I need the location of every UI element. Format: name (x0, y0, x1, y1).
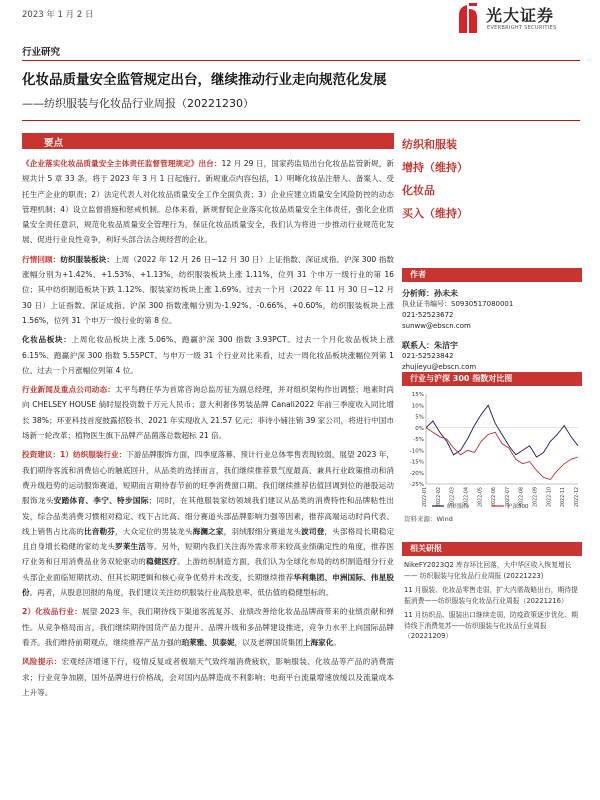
para-text: ；同时，在其他服装家纺领域我们建议从品类的消费特性和品牌粘性出发，综合品类消费习惯相对稳定、线下占比高、细分赛道头部品牌影响力强等因素，推荐高端运动时尚代表、线上销售占比高的 (22, 496, 394, 536)
divider (22, 120, 580, 121)
page-subtitle: ——纺织服装与化妆品行业周报（20221230） (22, 97, 254, 110)
para-heading: 投资建议：1）纺织服装行业： (22, 450, 127, 460)
legend-label: 纺织服饰 (447, 504, 470, 510)
para-text: 。 (333, 637, 341, 647)
y-tick-label: -25% (409, 482, 424, 488)
x-tick-label: 2022-05 (478, 487, 484, 508)
x-tick-label: 2022-12 (575, 487, 580, 508)
chart-source: 资料来源：Wind (404, 515, 453, 523)
y-tick-label: -15% (409, 459, 424, 466)
report-date: 2023 年 1 月 2 日 (22, 10, 94, 20)
para-text: 上周（2022 年 12 月 26 日~12 月 30 日）上证指数、深证成指、沪深 300 指数涨幅分别为+1.42%、+1.53%、+1.13%，纺织服装板块上涨 1.11%，位列 31 个申万一级行业的第 16 位；其中纺织制造板块下跌 1.12%、服装家纺板块上涨 1.69%。过去一个月（2022 年 11 月 30 日~12 月 30 日）上证指数、深证成指、沪深 300 指数涨幅分别为-1.92%、-0.66%、+0.60%，纺织服装板块上涨 1.56%，位列 31 个申万一级行业的第 8 位。 (22, 254, 394, 325)
stock-name: 波司登 (301, 526, 325, 536)
x-tick-label: 2022-08 (519, 487, 525, 508)
contact-name: 联系人：朱洁宇 (402, 341, 458, 350)
x-tick-label: 2022-03 (450, 487, 456, 508)
analyst-name: 分析师：孙未未 (402, 289, 458, 298)
para-text: 。上游纺织制造方面，我们认为全球化布局的纺织制造细分行业头部企业面临短期扰动、但其长期逻辑和核心竞争优势并未改变，长期继续推荐 (22, 557, 395, 582)
analyst-block (402, 288, 582, 332)
related-reports-header: 相关研报 (402, 542, 582, 556)
para-text: 下游品牌服饰方面，四季度落幕、预计行业总体零售表现较弱，展望 2023 年，我们期待客流和消费信心的触底回升，从品类的选择而言，我们继续推荐景气度最高、兼具行业政策推动和消费升级趋势的运动服饰赛道，短期而言期待春节前的旺季消费窗口期。我们继续推荐估值回调到位的港股运动服饰龙头 (22, 450, 394, 506)
authors-section (402, 268, 582, 373)
page-title: 化妆品质量安全监管规定出台，继续推动行业走向规范化发展 (22, 72, 387, 88)
stock-name: 比音勒芬 (84, 526, 116, 536)
divider (22, 60, 580, 61)
industry-name: 化妆品 (402, 184, 435, 197)
para-heading: 行业新闻及重点公司动态： (22, 385, 116, 395)
y-tick-label: -5% (413, 437, 424, 443)
para-text: 太平鸟聘任华为首席咨询总监厉征为副总经理，并对组织架构作出调整；地素时尚向 CHELSEY HOUSE 倘时屋投资数千万元人民币；意大利奢侈男装品牌 Canali2022 年前三季度收入同比增长 38%；环亚科技首度披露招股书、2021 年实现收入 21.57 亿元；菲诗小铺注销 39 家公司，将进行中国市场新一轮改革；植物医生旗下品牌产品菌落总数超标 21 倍。 (22, 385, 395, 441)
related-report-item[interactable]: 11 月纺织品、服装出口继续走弱，防疫政策逐步优化、期待线下消费复苏——纺织服装与化妆品行业周报（20221209） (404, 611, 578, 640)
stock-name: 华利集团、申洲国际、伟星股份 (22, 572, 395, 598)
paragraph-cosmetics-advice (22, 604, 394, 650)
para-text: ，羽绒服细分赛道龙头 (223, 526, 302, 536)
contact-phone: 021-52523842 (402, 352, 454, 360)
key-points-label: 要点 (44, 138, 64, 149)
contact-block (402, 340, 582, 373)
series-line-纺织服饰 (426, 405, 578, 457)
para-heading: 风险提示： (22, 657, 62, 667)
y-tick-label: 5% (415, 414, 424, 421)
chart-header: 行业与沪深 300 指数对比图 (402, 372, 582, 386)
stock-name: 上海家化 (302, 637, 334, 647)
para-text: 。再者，从股息回报的角度，我们建议关注纺织服装行业高股息率、低估值的稳健型标的。 (29, 588, 334, 598)
x-tick-label: 2022-04 (464, 487, 470, 508)
authors-header: 作者 (402, 268, 582, 282)
y-tick-label: -10% (409, 448, 424, 455)
paragraph-regulation (22, 156, 394, 248)
y-tick-label: -20% (409, 470, 424, 477)
para-heading: 《企业落实化妆品质量安全主体责任监督管理规定》出台： (22, 159, 222, 168)
x-tick-label: 2022-02 (436, 487, 442, 508)
sidebar (402, 133, 582, 373)
para-text: ，以及老牌国货集团 (234, 637, 303, 647)
logo-text: 光大证券 (486, 6, 555, 25)
para-subheading: 纺织服装板块： (60, 254, 115, 264)
main-body (22, 156, 394, 704)
paragraph-risk (22, 654, 394, 700)
para-text: 等。另外，短期内我们关注海外需求带来较高业绩确定性的角度，推荐医疗业务和日用消费品业务双轮驱动的 (22, 542, 395, 567)
stock-name: 安踏体育、李宁、特步国际 (53, 496, 149, 506)
related-reports-list (404, 560, 582, 646)
stock-name: 珀莱雅、贝泰妮 (181, 637, 235, 647)
x-tick-label: 2022-07 (505, 487, 511, 508)
paragraph-news (22, 382, 394, 443)
para-heading: 2）化妆品行业： (22, 607, 82, 617)
logo-subtext: EVERBRIGHT SECURITIES (487, 25, 557, 31)
key-points-bar (22, 133, 394, 149)
paragraph-cosmetics (22, 332, 394, 378)
para-text: 展望 2023 年，我们期待线下渠道客流复苏、业绩改善给化妆品品牌商带来的业绩贡献和弹性。从竞争格局而言，我们继续期待国货产品力提升、品牌升级和多品牌建设推进，竞争力水平上向国际品牌看齐。我们维持前期观点，继续推荐产品力强的 (22, 607, 394, 647)
analyst-cert: 执业证书编号：S0930517080001 (402, 300, 514, 308)
para-text: 12 月 29 日，国家药监局出台化妆品监管新规，新规共计 5 章 33 条，将于 2023 年 3 月 1 日起施行。新规重点内容包括，1）明晰化妆品注册人、备案人、受托生产企业的职责；2）法定代表人对化妆品质量安全工作全面负责；3）企业应建立质量安全风险防控的动态管理机制；4）设立监督措施和惩戒机制。总体来看，新规督促企业落实化妆品质量安全主体责任，强化企业质量安全责任意识，规范化妆品质量安全管理行为，保证化妆品质量安全，我们认为将进一步推动行业规范化发展、促进行业良性竞争，利好头部合法合规经营的企业。 (22, 159, 394, 245)
logo (455, 3, 590, 39)
paragraph-market-review (22, 252, 394, 328)
section-label: 行业研究 (22, 47, 61, 58)
x-tick-label: 2022-09 (533, 487, 539, 508)
y-tick-label: 0% (415, 425, 424, 432)
industry-rating: 增持（维持） (402, 161, 468, 174)
para-text: ，头部格局长期稳定且自身增长稳健的家纺龙头 (22, 526, 395, 552)
related-report-item[interactable]: 11 月服装、化妆品零售走弱，扩大内需战略出台，期待提振消费——纺织服装与化妆品行业周报（20221216） (404, 586, 578, 605)
para-text: ，大众定位的男装龙头 (115, 526, 193, 536)
series-line-沪深300 (426, 428, 578, 480)
legend-label: 沪深300 (507, 504, 529, 510)
para-text: 宏观经济增速下行，疫情反复或者极端天气致终端消费疲软，影响服装、化妆品等产品的消费需求；行业竞争加剧，国外品牌进行价格战，会对国内品牌造成不利影响；电商平台流量增速放缓以及流量成本上升等。 (22, 657, 394, 697)
para-text: 上周化妆品板块上涨 5.06%、跑赢沪深 300 指数 3.93PCT。过去一个月化妆品板块上涨 6.15%、跑赢沪深 300 指数 5.55PCT。与申万一级 31 个行业对比来看，过去一周化妆品板块涨幅位列第 1 位、过去一个月涨幅位列第 4 位。 (22, 335, 395, 375)
industry-name: 纺织和服装 (402, 138, 457, 151)
para-heading: 行情回顾： (22, 254, 61, 264)
para-subheading: 化妆品板块： (22, 335, 72, 345)
contact-email[interactable]: zhujieyu@ebscn.com (402, 363, 477, 371)
industry-rating: 买入（维持） (402, 207, 468, 220)
x-tick-label: 2022-06 (492, 487, 498, 508)
y-tick-label: 10% (411, 403, 424, 410)
index-comparison-chart (402, 388, 582, 512)
paragraph-investment (22, 447, 394, 600)
stock-name: 罗莱生活 (115, 542, 147, 552)
analyst-email[interactable]: sunww@ebscn.com (402, 322, 471, 330)
related-report-item[interactable]: NikeFY2023Q2 库存环比回落，大中华区收入恢复增长 —— 纺织服装与化妆品行业周报 (20221223) (404, 561, 572, 580)
analyst-phone: 021-52523672 (402, 311, 454, 319)
x-tick-label: 2022-11 (561, 487, 567, 508)
x-tick-label: 2022-10 (547, 487, 553, 508)
everbright-logo-icon (455, 3, 481, 33)
y-tick-label: 15% (411, 392, 424, 398)
stock-name: 稳健医疗 (146, 557, 178, 567)
stock-name: 海澜之家 (192, 526, 224, 536)
x-tick-label: 2022-01 (423, 487, 428, 508)
